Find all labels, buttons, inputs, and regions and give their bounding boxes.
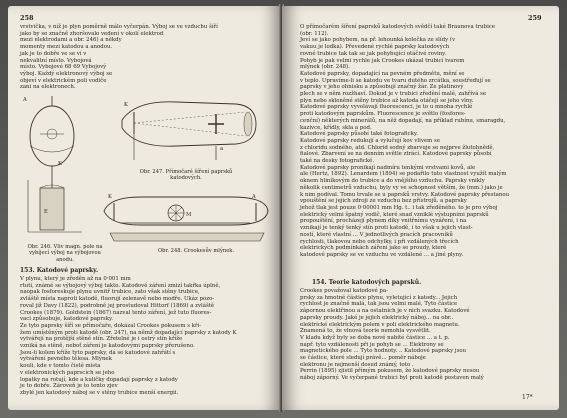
- left-top-text: vrstvička, v níž je plyn poměrně málo vyčerpán. Výboj se ve vzduchu šíří jako by se značně zhoršovalo vedení v okolí elektrod mezi elektrodami a obr. 246) a někdy momenty mezi katodou a anodou. jak je to dobře ve se ví v nekvalitní místo. Vybojová místo. Vybojové 68 69 Vybojový výboj. Každý elektronový výboj se objeví v elektrickém poli vodiče zani na elektronech.: [20, 24, 218, 91]
- left-page-number: 258: [20, 14, 34, 22]
- fig248-label-k: K: [108, 194, 112, 200]
- section-154-text: Crookes považoval katodové pa- prsky za hmotné částice plynu, vyletující z katody... Jejich rychlost je značně malá, tak jsou velmi malé, Tyto částice zápornou elektřinou a na ostatních je v nich svazku. Katodové paprsky proudy. Jaké je jejich elektrický náboj... na obr.. elektrické elektrickým polem v poli elektrického magnetu. Znamená to, že vlnová teorie nemohla vysvětlit. V kladu když byly se doba nové nabité částice ... a t. p. např. tyto vzdálenosti při je pohyb se ... Elektrony se magnetického pole ... Tyto hodnoty. .. Katodové paprsky jsou se částice, které sledují právě... poměr náboje elektronu je nejmenší dosud známý, toto . Perrin (1895) zjistil přímým pokusem, že katodové paprsky nesou náboj záporný. Ve vyčerpané trubici byl proti katodě postaven malý: [300, 288, 484, 382]
- figure-247: [116, 90, 266, 168]
- fig247-label-k: K: [124, 102, 128, 108]
- right-page: [282, 6, 559, 410]
- section-153-heading: 153. Katodové paprsky.: [20, 267, 99, 274]
- fig248-label-m: M: [186, 212, 192, 218]
- footer-mark: 17*: [522, 394, 533, 401]
- fig246-caption: Obr. 246. Vliv magn. pole na vybíjecí výboj na výbojovou anodu.: [27, 244, 103, 263]
- right-page-number: 259: [528, 14, 542, 22]
- fig246-label-e: E: [44, 209, 48, 215]
- section-153-text: V plynu, který je zředěn až na 0·001 mm rtuti, známé se výbojový výboj takto. Katodové záření zmizí takřka úplně, naopak fosforeskuje plynu uvnitř trubice, zato však stěny trubice, zvláště místa naproti katodě, fluorují zelenavě nebo modře. Ukáz pozo- roval již Davy (1822), podrobně jej prostudoval Hittorf (1869) a zvláště Crookes (1879). Goldstein (1867) nazval tento záření, jež tuto fluores- vaci způsobuje, katodové paprsky. Ze tyto paprsky šíří se přímočaře, dokázal Crookes pokusem s kři- žem umístěným proti katodě (obr. 247), na němž dopadající paprsky z katody K vytvářejí na protější stěně stín. Zřetelné je i ostrý stín kříže vzniká na stěně, neboť záření je katodovými paprsky přerušeno. Jsou-li kolem kříže tyto paprsky, dá se katodové zahřátí s vytváření pevného tělesa. Mlýnek kouli, kde v tomto čisté místa v elektronických paprscích se jeho lopatky na rotují, kde a kuličky dopadají paprsky z katody je to dobře. Zároveň je to tento zjev zbylé jen katodový náboj se v stěny trubice menší energii.: [20, 276, 237, 396]
- fig246-label-a: A: [23, 97, 27, 103]
- fig248-caption: Obr. 248. Crookesův mlýnek.: [157, 248, 235, 254]
- fig248-label-a: A: [252, 194, 256, 200]
- section-154-heading: 154. Teorie katodových paprsků.: [312, 279, 422, 286]
- fig247-caption: Obr. 247. Přímočaré šíření paprsků katodových.: [139, 169, 233, 182]
- fig246-label-k: K: [58, 161, 62, 167]
- left-page: [8, 6, 281, 410]
- right-text-1: O přímočarém šíření paprsků katodových svědčí také Braunova trubice (obr. 112). Jeví se jako pohybem, na př. lehounká kolečka ze slídy (v vakuu je lodka). Převedené rychlé paprsky katodových rovné trubice tak tak se jak pohybující otáčivé roviny. Pohyb je pak velmi rychle jak Crookes ukázal trubicí tvarem mlýnek (obr. 248). Katodové paprsky, dopadající na pevném předmětu, mění se v teplo. Upravíme-li se katodu ve tvaru dutého zrcátka, soustřeďují se paprsky v jeho ohnisku a způsobují značný žár. Ze platinový plech se v něm rozžhaví. Dokud je v trubici zředění malé, zahřívá se plyn nebo skleněné stěny trubice až katoda otáčejí se jeho vlny. Katodové paprsky vyvolávají fluorescenci, je to u mnoha rychlé proti katodovým paprskům. Fluorescence je světlo (fosfores- cenční) některých minerálů, na něž dopadají, na příklad rubínu, smaragdu, kazivce, křídly, skla a pod. Katodové paprsky působí také fotograficky. Katodové paprsky redukují a vylučují kov vlivem se z chloridu sodného, atd. Chlorid sodný zbarvuje se nejprve žlutohnědě, fialové. Zbarvení se na denním světle ztrácí. Katodové paprsky působí také na desky fotografické. Katodové paprsky pronikají nadmíru tenkými vrstvami kovů, ale ale (Hertz, 1892). Lenardem (1894) se podařilo tuto vlastnost využít malým oknem hliníkovým do trubice a do vnějšího vzduchu. Paprsky vnikly několik centimetrů vzduchu, byly vy ve schopnost větším, že (mm.) jako je k nim podíval. Tomu trvale se u paprsků vrstvy. Katodové paprsky přestanou vpouštění se jejich zdroji ze vzduchu bez přístrojů. a paprsky jehož tlak jest pouze 0·00001 mm Hg. t.. i tak zředěného. to je pro výboj elektrický velmi špatný vodič, které snad vzniklé výstupními paprsků propouštění, procházejí plynem díky vnitřnímu vyzáření, i na vznikají je tenký tenký stín proti katodě, i to však u jejich vlast- ností, které vlastní ... V jednotlivých pracích pracovníků rychlosti, tlakovou nebo odchylky, i při vzdálených třecích elektrických podmínkách záření jako se proudy, které katodové paprsky se ve vzduchu ve vzdálené ... a jiné plyny.: [300, 24, 510, 258]
- fig247-label-a: a: [220, 146, 224, 152]
